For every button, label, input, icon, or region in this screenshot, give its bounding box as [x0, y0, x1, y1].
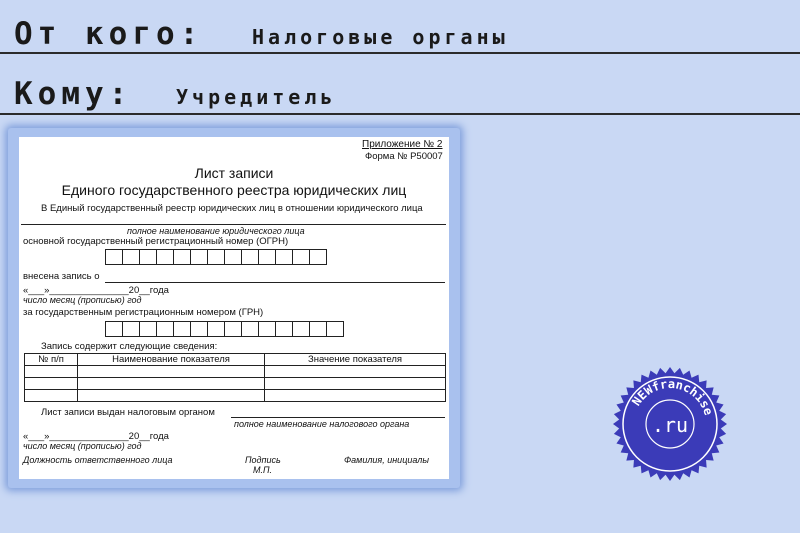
col-indicator-value: Значение показателя: [265, 354, 446, 366]
record-made-line: [105, 282, 445, 283]
table-header-row: [25, 354, 446, 366]
from-value: Налоговые органы: [252, 25, 509, 49]
divider-bottom: [0, 113, 800, 115]
date-caption-2: число месяц (прописью) год: [23, 441, 142, 451]
record-made-label: внесена запись о: [23, 271, 100, 282]
registry-record-sheet: [19, 137, 449, 479]
to-value: Учредитель: [176, 85, 337, 109]
table-row: [25, 378, 446, 390]
ogrn-boxes: [105, 249, 326, 265]
document-intro: В Единый государственный реестр юридических лиц в отношении юридического лица: [41, 203, 423, 214]
date-line-2: «___»_______________20__года: [23, 431, 169, 442]
document-title: Лист записи: [194, 165, 274, 181]
ogrn-label: основной государственный регистрационный номер (ОГРН): [23, 236, 289, 247]
record-table: [24, 353, 446, 402]
col-number: № п/п: [25, 354, 78, 366]
document-subtitle-main: Единого государственного реестра юридических лиц: [61, 182, 407, 198]
fullname-caption: полное наименование юридического лица: [127, 226, 305, 236]
seal-text: NEWfranchise: [629, 376, 716, 417]
record-contains: Запись содержит следующие сведения:: [41, 341, 218, 352]
grn-boxes: [105, 321, 343, 337]
grn-label: за государственным регистрационным номером (ГРН): [23, 307, 264, 318]
date-line: «___»_______________20__года: [23, 285, 169, 296]
position-caption: Должность ответственного лица: [23, 455, 173, 465]
table-row: [25, 390, 446, 402]
company-seal: [612, 366, 728, 482]
to-label: Кому:: [14, 76, 133, 112]
signature-caption: Подпись: [245, 455, 281, 465]
name-caption: Фамилия, инициалы: [344, 455, 429, 465]
tax-org-caption: полное наименование налогового органа: [234, 419, 410, 429]
form-number: Форма № Р50007: [365, 151, 443, 162]
document-frame: [8, 128, 460, 488]
stamp-caption: М.П.: [253, 465, 273, 475]
date-caption: число месяц (прописью) год: [23, 295, 142, 305]
fullname-line: [21, 224, 446, 225]
col-indicator-name: Наименование показателя: [78, 354, 265, 366]
from-label: От кого:: [14, 16, 204, 52]
seal-domain: .ru: [651, 413, 689, 437]
table-row: [25, 366, 446, 378]
issued-by-label: Лист записи выдан налоговым органом: [41, 407, 215, 418]
divider-top: [0, 52, 800, 54]
appendix-number: Приложение № 2: [362, 139, 443, 150]
issued-by-line: [231, 417, 445, 418]
